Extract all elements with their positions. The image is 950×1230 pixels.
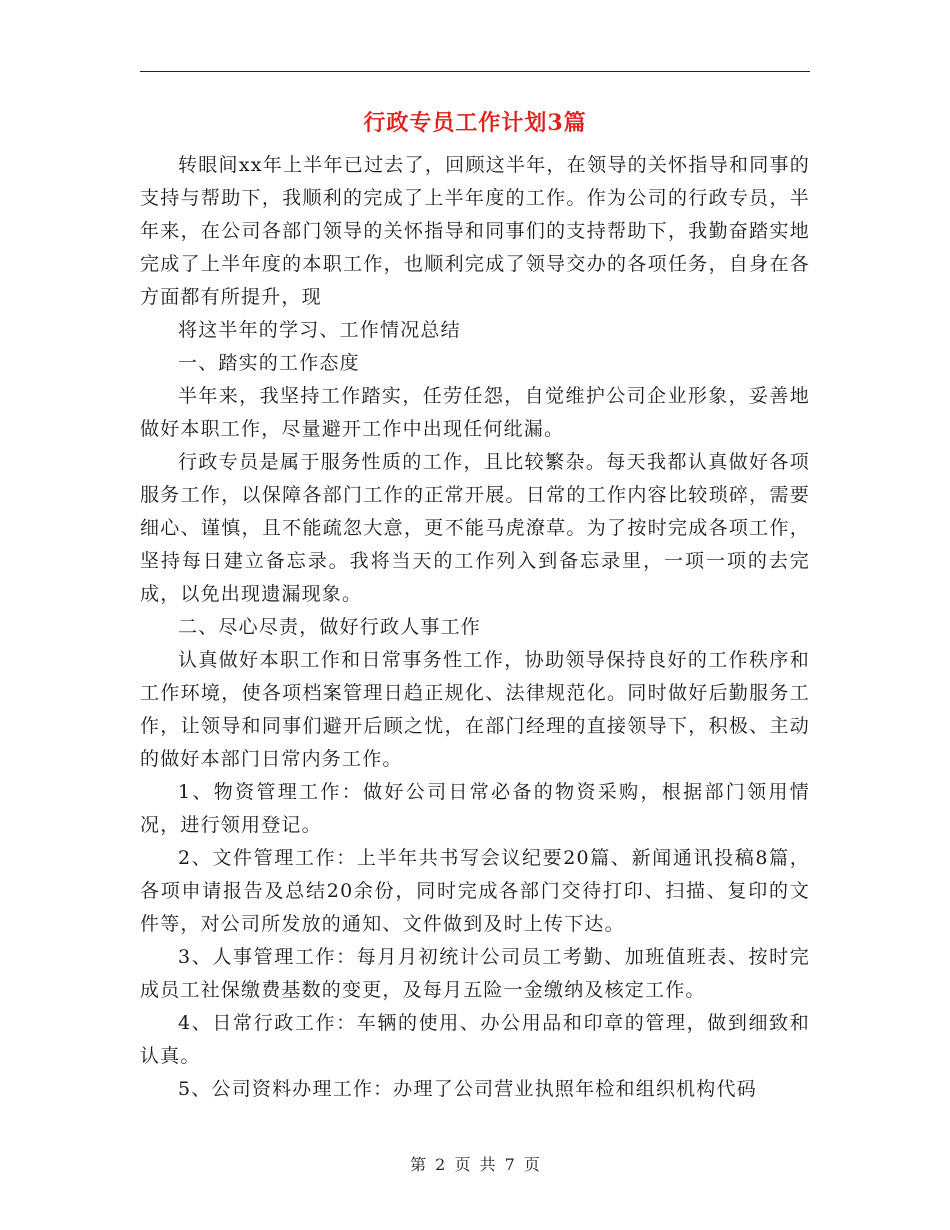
paragraph-duties: 认真做好本职工作和日常事务性工作，协助领导保持良好的工作秩序和工作环境，使各项档案管理日趋正规化、法律规范化。同时做好后勤服务工作，让领导和同事们避开后顾之忧，在部门经理的直接领导下，积极、主动的做好本部门日常内务工作。: [140, 649, 810, 770]
paragraph-summary-lead: 将这半年的学习、工作情况总结: [178, 319, 461, 341]
paragraph-service: 行政专员是属于服务性质的工作，且比较繁杂。每天我都认真做好各项服务工作，以保障各部门工作的正常开展。日常的工作内容比较琐碎，需要细心、谨慎，且不能疏忽大意，更不能马虎潦草。为了按时完成各项工作，坚持每日建立备忘录。我将当天的工作列入到备忘录里，一项一项的去完成，以免出现遗漏现象。: [140, 451, 810, 605]
paragraph-attitude: 半年来，我坚持工作踏实，任劳任怨，自觉维护公司企业形象，妥善地做好本职工作，尽量避开工作中出现任何纰漏。: [140, 385, 810, 440]
list-item-admin: 4、日常行政工作：车辆的使用、办公用品和印章的管理，做到细致和认真。: [140, 1012, 810, 1067]
list-item-documents: 2、文件管理工作：上半年共书写会议纪要20篇、新闻通讯投稿8篇，各项申请报告及总结20余份，同时完成各部门交待打印、扫描、复印的文件等，对公司所发放的通知、文件做到及时上传下达。: [140, 847, 810, 935]
document-title: 行政专员工作计划3篇: [363, 110, 587, 136]
paragraph-intro: 转眼间xx年上半年已过去了，回顾这半年，在领导的关怀指导和同事的支持与帮助下，我顺利的完成了上半年度的工作。作为公司的行政专员，半年来，在公司各部门领导的关怀指导和同事们的支持帮助下，我勤奋踏实地完成了上半年度的本职工作，也顺利完成了领导交办的各项任务，自身在各方面都有所提升，现: [140, 154, 810, 308]
list-item-materials: 1、物资管理工作：做好公司日常必备的物资采购，根据部门领用情况，进行领用登记。: [140, 781, 810, 836]
header-rule: [140, 71, 810, 72]
document-body: [140, 149, 810, 1106]
list-item-hr: 3、人事管理工作：每月月初统计公司员工考勤、加班值班表、按时完成员工社保缴费基数的变更，及每月五险一金缴纳及核定工作。: [140, 946, 810, 1001]
list-item-records: 5、公司资料办理工作：办理了公司营业执照年检和组织机构代码: [178, 1078, 757, 1100]
page-number: 第 2 页 共 7 页: [410, 1155, 540, 1174]
section-heading-1: 一、踏实的工作态度: [178, 352, 360, 374]
section-heading-2: 二、尽心尽责，做好行政人事工作: [178, 616, 482, 638]
